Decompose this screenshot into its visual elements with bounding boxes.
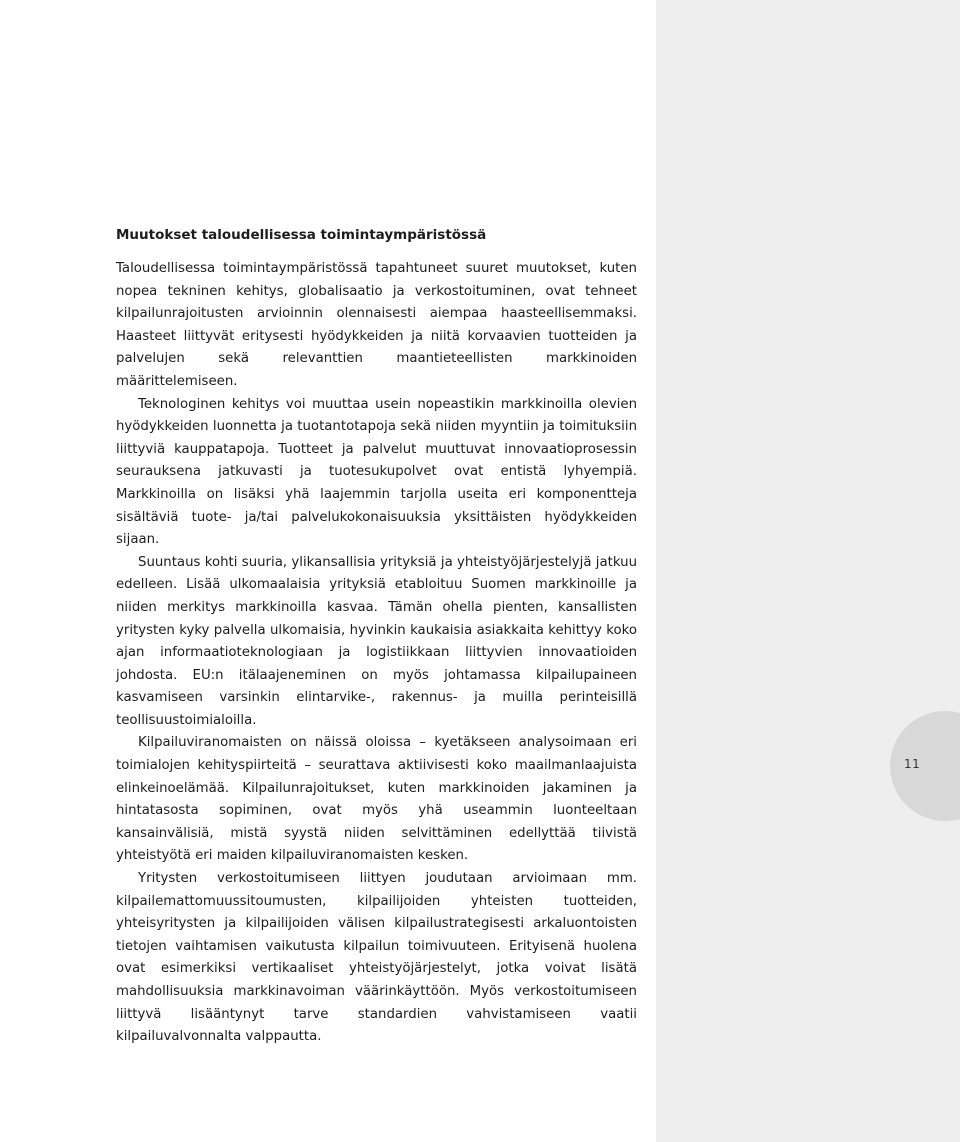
paragraph-2: Teknologinen kehitys voi muuttaa usein nopeastikin markkinoilla olevien hyödykkeiden luonnetta ja tuotantotapoja sekä niiden myyntiin ja toimituksiin liittyviä kauppatapoja. Tuotteet ja palvelut muuttuvat innovaatioprosessin seurauksena jatkuvasti ja tuotesukupolvet ovat entistä lyhyempiä. Markkinoilla on lisäksi yhä laajemmin tarjolla useita eri komponentteja sisältäviä tuote- ja/tai palvelukokonaisuuksia yksittäisten hyödykkeiden sijaan.: [116, 396, 637, 548]
paragraph-4: Kilpailuviranomaisten on näissä oloissa – kyetäkseen analysoimaan eri toimialojen kehityspiirteitä – seurattava aktiivisesti koko maailmanlaajuista elinkeinoelämää. Kilpailunrajoitukset, kuten markkinoiden jakaminen ja hintatasosta sopiminen, ovat myös yhä useammin luonteeltaan kansainvälisiä, mistä syystä niiden selvittäminen edellyttää tiivistä yhteistyötä eri maiden kilpailuviranomaisten kesken.: [116, 735, 637, 864]
section-heading: Muutokset taloudellisessa toimintaympäristössä: [116, 227, 487, 243]
body-text: [116, 258, 637, 1049]
paragraph-1: Taloudellisessa toimintaympäristössä tapahtuneet suuret muutokset, kuten nopea tekninen kehitys, globalisaatio ja verkostoituminen, ovat tehneet kilpailunrajoitusten arvioinnin olennaisesti aiempaa haasteellisemmaksi. Haasteet liittyvät eritysesti hyödykkeiden ja niitä korvaavien tuotteiden ja palvelujen sekä relevanttien maantieteellisten markkinoiden määrittelemiseen.: [116, 261, 637, 389]
paragraph-3: Suuntaus kohti suuria, ylikansallisia yrityksiä ja yhteistyöjärjestelyjä jatkuu edelleen. Lisää ulkomaalaisia yrityksiä etabloituu Suomen markkinoille ja niiden merkitys markkinoilla kasvaa. Tämän ohella pienten, kansallisten yritysten kyky palvella ulkomaisia, hyvinkin kaukaisia asiakkaita kehittyy koko ajan informaatioteknologiaan ja logistiikkaan liittyvien innovaatioiden johdosta. EU:n itälaajeneminen on myös johtamassa kilpailupaineen kasvamiseen varsinkin elintarvike-, rakennus- ja muilla perinteisillä teollisuustoimialoilla.: [116, 554, 637, 728]
paragraph-5: Yritysten verkostoitumiseen liittyen joudutaan arvioimaan mm. kilpailemattomuussitoumusten, kilpailijoiden yhteisten tuotteiden, yhteisyritysten ja kilpailijoiden välisen kilpailustrategisesti arkaluontoisten tietojen vaihtamisen vaikutusta kilpailun toimivuuteen. Erityisenä huolena ovat esimerkiksi vertikaaliset yhteistyöjärjestelyt, jotka voivat lisätä mahdollisuuksia markkinavoiman väärinkäyttöön. Myös verkostoitumiseen liittyvä lisääntynyt tarve standardien vahvistamiseen vaatii kilpailuvalvonnalta valppautta.: [116, 871, 637, 1045]
page-margin: [656, 0, 960, 1142]
page-number: 11: [904, 757, 921, 771]
